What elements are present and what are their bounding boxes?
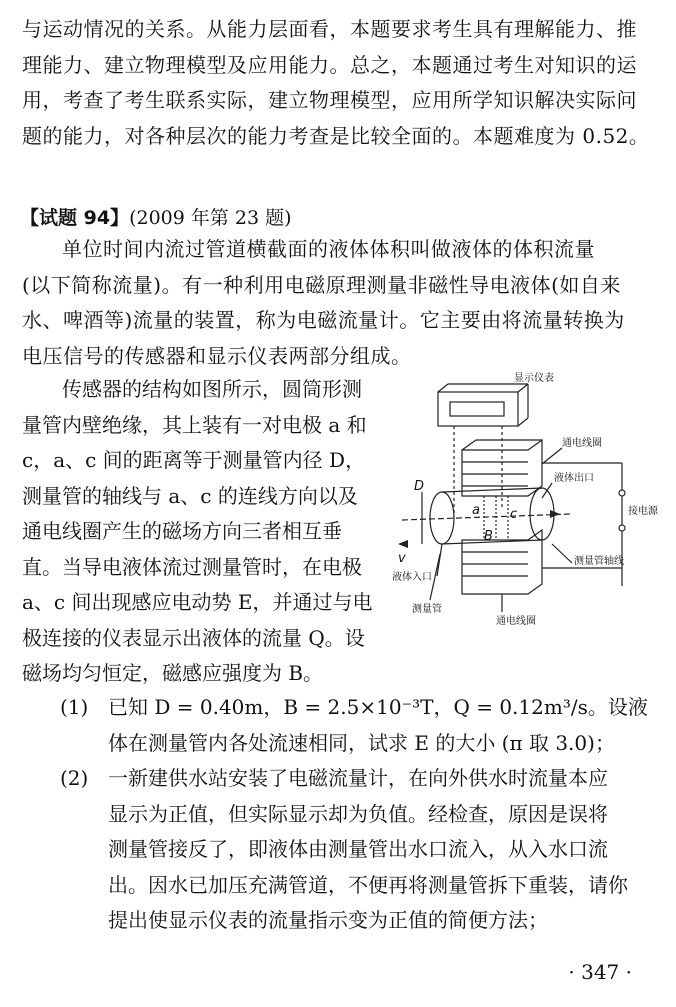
question-1-line: 体在测量管内各处流速相同，试求 E 的大小 (π 取 3.0)； (108, 730, 615, 755)
label-v: v (398, 551, 406, 566)
sensor-line: c，a、c 间的距离等于测量管内径 D， (22, 448, 366, 472)
display-meter-screen (450, 402, 504, 416)
label-coil-top: 通电线圈 (562, 438, 602, 449)
definition-line: 水、啤酒等)流量的装置，称为电磁流量计。它主要由将流量转换为 (22, 308, 625, 332)
label-coil-bottom: 通电线圈 (496, 616, 536, 627)
sensor-line: 通电线圈产生的磁场方向三者相互垂 (22, 519, 342, 543)
sensor-line: 磁场均匀恒定，磁感应强度为 B。 (22, 661, 324, 685)
tube-axis (402, 514, 572, 520)
question-2 (60, 761, 655, 941)
bottom-coil (462, 530, 542, 594)
label-c: c (510, 507, 518, 522)
question-1-number: (1) (60, 695, 89, 719)
sensor-line: 传感器的结构如图所示，圆筒形测 (62, 377, 362, 401)
question-label: 【试题 94】 (20, 207, 130, 229)
label-axis: 测量管轴线 (574, 556, 624, 567)
label-tube: 测量管 (412, 604, 442, 615)
question-2-line: 测量管接反了，即液体由测量管出水口流入，从入水口流 (108, 837, 608, 861)
label-B: B (484, 529, 493, 544)
question-2-number: (2) (60, 766, 89, 790)
label-D: D (414, 479, 425, 494)
sensor-line: a、c 间出现感应电动势 E，并通过与电 (22, 590, 373, 614)
question-source: (2009 年第 23 题) (129, 207, 292, 229)
label-display: 显示仪表 (514, 373, 554, 384)
question-2-line: 一新建供水站安装了电磁流量计，在向外供水时流量本应 (108, 766, 608, 790)
intro-line: 与运动情况的关系。从能力层面看，本题要求考生具有理解能力、推 (22, 17, 637, 41)
sensor-line: 极连接的仪表显示出液体的流量 Q。设 (22, 625, 365, 650)
intro-line: 用，考查了考生联系实际，建立物理模型，应用所学知识解决实际问 (22, 88, 637, 112)
definition-line: (以下简称流量)。有一种利用电磁原理测量非磁性导电液体(如自来 (22, 272, 621, 297)
sensor-line: 量管内壁绝缘，其上装有一对电极 a 和 (22, 412, 367, 437)
flowmeter-diagram (392, 368, 672, 634)
question-1-line: 已知 D = 0.40m，B = 2.5×10⁻³T，Q = 0.12m³/s。设液 (108, 695, 648, 719)
question-heading (20, 203, 292, 233)
intro-paragraph (22, 12, 650, 154)
sensor-description (22, 372, 387, 692)
label-power: 接电源 (628, 506, 658, 517)
definition-paragraph (22, 232, 650, 374)
question-2-line: 显示为正值，但实际显示却为负值。经检查，原因是误将 (108, 801, 608, 826)
intro-line: 题的能力，对各种层次的能力考查是比较全面的。本题难度为 0.52。 (22, 123, 650, 148)
intro-line: 理能力、建立物理模型及应用能力。总之，本题通过考生对知识的运 (22, 52, 637, 77)
question-2-line: 提出使显示仪表的流量指示变为正值的简便方法； (108, 908, 548, 932)
sensor-line: 直。当导电液体流过测量管时，在电极 (22, 554, 362, 579)
label-inlet: 液体入口 (392, 572, 432, 583)
definition-line: 电压信号的传感器和显示仪表两部分组成。 (22, 343, 412, 368)
label-outlet: 液体出口 (554, 473, 594, 484)
question-2-line: 出。因水已加压充满管道，不便再将测量管拆下重装，请你 (108, 872, 628, 897)
sensor-line: 测量管的轴线与 a、c 的连线方向以及 (22, 483, 358, 508)
label-a: a (472, 503, 480, 518)
question-1 (60, 690, 655, 762)
definition-line: 单位时间内流过管道横截面的液体体积叫做液体的体积流量 (62, 237, 595, 261)
page-number: · 347 · (568, 960, 632, 984)
